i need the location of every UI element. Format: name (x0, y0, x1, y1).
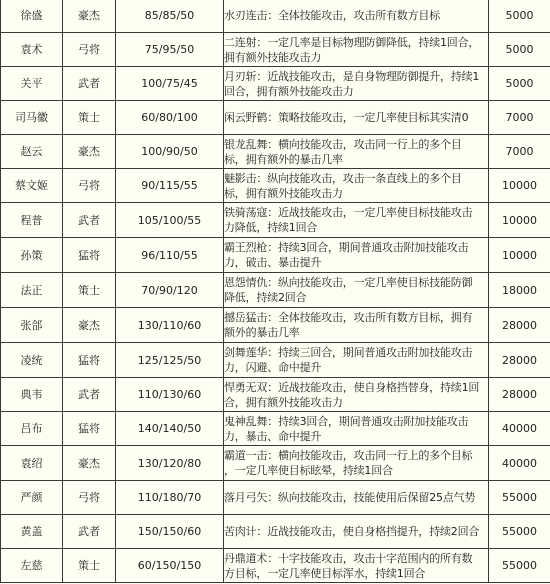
skill-description (224, 135, 489, 169)
general-price: 7000 (489, 135, 550, 169)
general-type: 豪杰 (63, 135, 116, 169)
table-row (1, 203, 550, 238)
table-row (1, 481, 550, 515)
skill-description (224, 308, 489, 343)
skill-line: 银龙乱舞：横向技能攻击，攻击同一行上的多个目 (224, 137, 462, 151)
skill-description (224, 238, 489, 273)
table-row (1, 101, 550, 135)
table-row (1, 549, 550, 583)
general-type: 武者 (63, 515, 116, 549)
general-name: 吕布 (1, 412, 63, 446)
table-row (1, 169, 550, 203)
general-type: 豪杰 (63, 308, 116, 343)
table-row (1, 273, 550, 308)
skill-line: 丹鼎道术：十字技能攻击，攻击十字范围内的所有数 (224, 551, 473, 565)
general-name: 左慈 (1, 549, 63, 583)
general-price: 5000 (489, 67, 550, 101)
general-stats: 110/130/60 (116, 378, 224, 412)
general-price: 5000 (489, 0, 550, 33)
general-type: 弓将 (63, 481, 116, 515)
skill-line: 拥有额外技能攻击力 (224, 50, 322, 64)
general-stats: 100/90/50 (116, 135, 224, 169)
general-name: 程普 (1, 203, 63, 238)
general-type: 豪杰 (63, 0, 116, 33)
skill-line: 霸道一击：横向技能攻击，攻击同一行上的多个目标 (224, 449, 473, 462)
skill-line: 力，破击、暴击提升 (224, 256, 322, 269)
table-row (1, 135, 550, 169)
skill-description (224, 203, 489, 238)
general-type: 弓将 (63, 169, 116, 203)
skill-line: 霸王烈枪：持续3回合，期间普通攻击附加技能攻击 (224, 241, 469, 254)
skill-line: 方目标，一定几率使目标浑水，持续1回合 (224, 566, 426, 580)
general-type: 豪杰 (63, 446, 116, 481)
skill-description (224, 549, 489, 583)
general-stats: 130/120/80 (116, 446, 224, 481)
general-name: 袁术 (1, 33, 63, 67)
table-row (1, 343, 550, 378)
general-type: 武者 (63, 67, 116, 101)
general-price: 7000 (489, 101, 550, 135)
table-row (1, 515, 550, 549)
skill-line: 剑舞莲华：持续三回合，期间普通攻击附加技能攻击 (224, 346, 473, 359)
general-price: 55000 (489, 515, 550, 549)
general-stats: 85/85/50 (116, 0, 224, 33)
skill-line: 月刃斩：近战技能攻击，是自身物理防御提升，持续1 (224, 69, 480, 83)
skill-line: 力，暴击、命中提升 (224, 429, 322, 443)
table-row (1, 308, 550, 343)
general-name: 典韦 (1, 378, 63, 412)
general-price: 28000 (489, 308, 550, 343)
general-price: 10000 (489, 238, 550, 273)
skill-line: 二连射：一定几率是目标物理防御降低，持续1回合， (224, 35, 480, 49)
skill-description (224, 515, 489, 549)
general-stats: 140/140/50 (116, 412, 224, 446)
general-stats: 130/110/60 (116, 308, 224, 343)
skill-line: 标，拥有额外技能攻击力 (224, 186, 343, 200)
skill-line: 水刃连击：全体技能攻击，攻击所有数方目标 (224, 9, 440, 22)
general-stats: 75/95/50 (116, 33, 224, 67)
skill-line: 悍勇无双：近战技能攻击，使自身格挡替身，持续1回 (224, 380, 480, 394)
skill-line: 力降低，持续1回合 (224, 221, 318, 234)
general-type: 武者 (63, 378, 116, 412)
general-name: 法正 (1, 273, 63, 308)
skill-line: 鬼神乱舞：持续3回合，期间普通攻击附加技能攻击 (224, 414, 469, 428)
table-row (1, 33, 550, 67)
skill-description (224, 343, 489, 378)
skill-line: 回合，拥有额外技能攻击力 (224, 84, 354, 98)
table-row (1, 412, 550, 446)
general-price: 55000 (489, 549, 550, 583)
general-stats: 70/90/120 (116, 273, 224, 308)
general-price: 5000 (489, 33, 550, 67)
general-stats: 125/125/50 (116, 343, 224, 378)
table-body (1, 0, 550, 583)
general-price: 40000 (489, 446, 550, 481)
general-price: 10000 (489, 203, 550, 238)
skill-line: 额外的暴击几率 (224, 326, 300, 339)
general-name: 严颜 (1, 481, 63, 515)
general-name: 张郃 (1, 308, 63, 343)
skill-line: 闲云野鹤：策略技能攻击，一定几率使目标其实清0 (224, 111, 469, 124)
general-price: 28000 (489, 343, 550, 378)
general-type: 猛将 (63, 412, 116, 446)
skill-description (224, 481, 489, 515)
general-name: 关平 (1, 67, 63, 101)
skill-line: 降低，持续2回合 (224, 291, 307, 304)
table-row (1, 0, 550, 33)
skill-line: 力，闪避、命中提升 (224, 361, 322, 374)
general-price: 28000 (489, 378, 550, 412)
general-price: 55000 (489, 481, 550, 515)
skill-description (224, 33, 489, 67)
general-price: 18000 (489, 273, 550, 308)
general-name: 袁绍 (1, 446, 63, 481)
general-type: 猛将 (63, 238, 116, 273)
skill-line: 铁骑荡寇：近战技能攻击，一定几率使目标技能攻击 (224, 206, 473, 219)
general-stats: 110/180/70 (116, 481, 224, 515)
general-type: 武者 (63, 203, 116, 238)
general-stats: 100/75/45 (116, 67, 224, 101)
skill-description (224, 67, 489, 101)
skill-line: 撼岳猛击：全体技能攻击，攻击所有数方目标，拥有 (224, 311, 473, 324)
general-stats: 105/100/55 (116, 203, 224, 238)
skill-description (224, 412, 489, 446)
skill-description (224, 446, 489, 481)
general-stats: 60/150/150 (116, 549, 224, 583)
general-stats: 150/150/60 (116, 515, 224, 549)
skill-description (224, 169, 489, 203)
general-stats: 60/80/100 (116, 101, 224, 135)
table-row (1, 446, 550, 481)
table-row (1, 238, 550, 273)
skill-line: ，一定几率使目标眩晕，持续1回合 (224, 464, 393, 477)
skill-description (224, 0, 489, 33)
general-name: 黄盖 (1, 515, 63, 549)
general-price: 10000 (489, 169, 550, 203)
general-stats: 96/110/55 (116, 238, 224, 273)
skill-line: 落月弓矢：纵向技能攻击，技能使用后保留25点气势 (224, 491, 476, 504)
general-type: 策士 (63, 101, 116, 135)
general-type: 策士 (63, 273, 116, 308)
skill-description (224, 273, 489, 308)
skill-description (224, 101, 489, 135)
general-price: 40000 (489, 412, 550, 446)
general-name: 孙策 (1, 238, 63, 273)
general-name: 凌统 (1, 343, 63, 378)
general-stats: 90/115/55 (116, 169, 224, 203)
general-type: 猛将 (63, 343, 116, 378)
skill-line: 苦肉计：近战技能攻击，使自身格挡提升，持续2回合 (224, 525, 480, 538)
skill-description (224, 378, 489, 412)
general-type: 弓将 (63, 33, 116, 67)
general-name: 蔡文姬 (1, 169, 63, 203)
general-type: 策士 (63, 549, 116, 583)
skill-line: 恩怨情仇：纵向技能攻击，一定几率使目标技能防御 (224, 276, 473, 289)
general-name: 徐盛 (1, 0, 63, 33)
skill-line: 合，拥有额外技能攻击力 (224, 395, 343, 409)
skill-line: 标，拥有额外的暴击几率 (224, 152, 343, 166)
general-name: 赵云 (1, 135, 63, 169)
table-row (1, 378, 550, 412)
general-name: 司马徽 (1, 101, 63, 135)
table-row (1, 67, 550, 101)
skill-line: 魅影击：纵向技能攻击，攻击一条直线上的多个目 (224, 171, 462, 185)
